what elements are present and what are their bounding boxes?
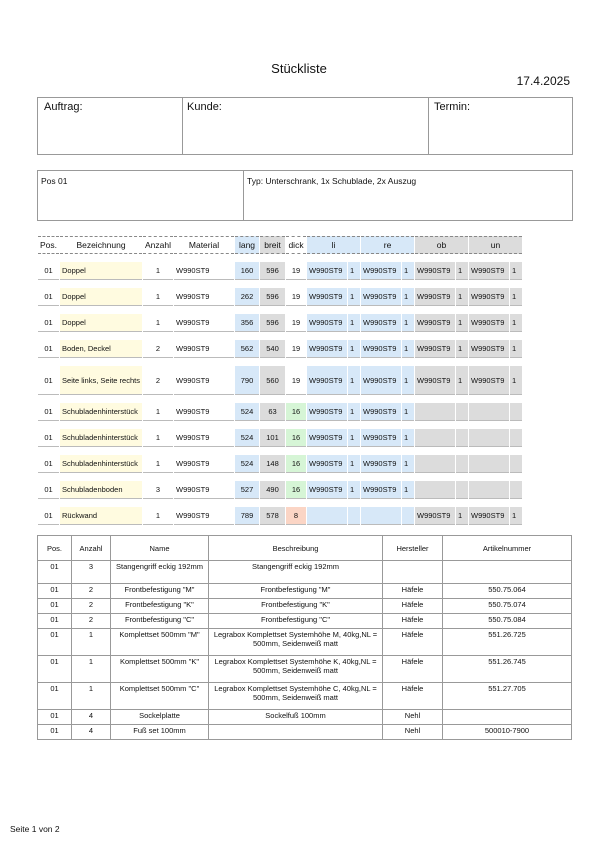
cell-ob_n [456,481,468,499]
order-info-box [37,97,573,155]
cell-name: Frontbefestigung "M" [111,584,209,599]
cell-breit: 578 [260,507,285,525]
cell-art: 551.26.725 [443,629,572,656]
cell-re_n: 1 [402,429,414,447]
hardware-table [37,535,572,740]
parts-row [38,455,522,473]
cell-ob_n [456,429,468,447]
col-header: Material [174,236,234,254]
cell-mat: W990ST9 [174,403,234,421]
position-info-box [37,170,573,221]
cell-herst: Häfele [383,584,443,599]
cell-re_n: 1 [402,340,414,358]
cell-li: W990ST9 [307,366,347,395]
cell-pos: 01 [38,507,59,525]
cell-mat: W990ST9 [174,507,234,525]
cell-dick: 19 [286,314,306,332]
cell-li_n: 1 [348,262,360,280]
parts-row [38,507,522,525]
cell-name: Komplettset 500mm "M" [111,629,209,656]
cell-pos: 01 [38,481,59,499]
row-spacer [38,395,522,403]
cell-herst: Häfele [383,614,443,629]
row-spacer [38,306,522,314]
cell-li: W990ST9 [307,403,347,421]
cell-desc: Sockelfuß 100mm [209,710,383,725]
cell-li_n: 1 [348,403,360,421]
cell-mat: W990ST9 [174,314,234,332]
cell-pos: 01 [38,683,72,710]
cell-anz: 1 [143,429,173,447]
cell-anz: 1 [143,403,173,421]
parts-row [38,262,522,280]
hardware-row [38,710,572,725]
row-spacer [38,499,522,507]
cell-ob: W990ST9 [415,366,455,395]
cell-anz: 4 [72,725,111,740]
cell-lang: 356 [235,314,259,332]
cell-name: Komplettset 500mm "C" [111,683,209,710]
col-header: breit [260,236,285,254]
cell-name: Frontbefestigung "K" [111,599,209,614]
cell-dick: 16 [286,481,306,499]
cell-anz: 3 [72,561,111,584]
cell-mat: W990ST9 [174,366,234,395]
col-header: Anzahl [72,536,111,561]
parts-row [38,314,522,332]
cell-dick: 19 [286,366,306,395]
cell-desc: Frontbefestigung "M" [209,584,383,599]
cell-li: W990ST9 [307,340,347,358]
cell-anz: 1 [72,683,111,710]
row-spacer [38,358,522,366]
cell-ob: W990ST9 [415,288,455,306]
termin-label: Termin: [434,101,471,113]
cell-re_n [402,507,414,525]
cell-un_n: 1 [510,507,522,525]
parts-row [38,340,522,358]
row-spacer [38,473,522,481]
cell-li_n: 1 [348,314,360,332]
cell-pos: 01 [38,366,59,395]
col-header: Pos. [38,536,72,561]
cell-bez: Doppel [60,288,142,306]
cell-li: W990ST9 [307,481,347,499]
cell-bez: Doppel [60,262,142,280]
hardware-row [38,683,572,710]
cell-un_n [510,403,522,421]
cell-li_n: 1 [348,481,360,499]
cell-re: W990ST9 [361,403,401,421]
cell-bez: Schubladenhinterstück [60,403,142,421]
cell-un_n [510,429,522,447]
cell-lang: 524 [235,429,259,447]
cell-un: W990ST9 [469,366,509,395]
cell-ob_n: 1 [456,507,468,525]
hardware-row [38,725,572,740]
cell-name: Sockelplatte [111,710,209,725]
cell-un [469,429,509,447]
cell-pos: 01 [38,340,59,358]
cell-bez: Rückwand [60,507,142,525]
cell-dick: 19 [286,288,306,306]
cell-bez: Schubladenboden [60,481,142,499]
cell-ob_n [456,455,468,473]
cell-li: W990ST9 [307,429,347,447]
hardware-row [38,629,572,656]
parts-row [38,288,522,306]
cell-ob: W990ST9 [415,507,455,525]
cell-un_n: 1 [510,262,522,280]
cell-breit: 596 [260,262,285,280]
parts-row [38,481,522,499]
cell-un_n: 1 [510,288,522,306]
cell-li_n [348,507,360,525]
cell-herst [383,561,443,584]
cell-re: W990ST9 [361,288,401,306]
cell-dick: 19 [286,340,306,358]
cell-name: Komplettset 500mm "K" [111,656,209,683]
cell-mat: W990ST9 [174,340,234,358]
cell-li_n: 1 [348,455,360,473]
col-header: Beschreibung [209,536,383,561]
cell-un_n [510,481,522,499]
col-header: ob [415,236,468,254]
cell-ob: W990ST9 [415,314,455,332]
cell-ob_n: 1 [456,366,468,395]
cell-pos: 01 [38,288,59,306]
cell-re_n: 1 [402,288,414,306]
cell-anz: 1 [143,288,173,306]
cell-lang: 524 [235,455,259,473]
cell-pos: 01 [38,455,59,473]
cell-anz: 1 [143,314,173,332]
cell-anz: 1 [143,507,173,525]
row-spacer [38,447,522,455]
cell-name: Fuß set 100mm [111,725,209,740]
cell-mat: W990ST9 [174,429,234,447]
cell-art [443,710,572,725]
cell-bez: Boden, Deckel [60,340,142,358]
cell-desc: Frontbefestigung "C" [209,614,383,629]
cell-ob_n [456,403,468,421]
cell-re: W990ST9 [361,366,401,395]
cell-anz: 3 [143,481,173,499]
cell-pos: 01 [38,584,72,599]
cell-anz: 1 [72,629,111,656]
cell-li_n: 1 [348,340,360,358]
cell-re_n: 1 [402,262,414,280]
col-header: Pos. [38,236,59,254]
col-header: Name [111,536,209,561]
cell-art: 550.75.074 [443,599,572,614]
cell-art: 550.75.064 [443,584,572,599]
cell-li: W990ST9 [307,288,347,306]
cabinet-type: Typ: Unterschrank, 1x Schublade, 2x Auszug [247,176,417,186]
cell-pos: 01 [38,656,72,683]
col-header: lang [235,236,259,254]
cell-breit: 540 [260,340,285,358]
col-header: un [469,236,522,254]
cell-lang: 262 [235,288,259,306]
col-header: Hersteller [383,536,443,561]
cell-re_n: 1 [402,314,414,332]
cell-breit: 490 [260,481,285,499]
cell-li_n: 1 [348,366,360,395]
parts-row [38,366,522,395]
page-footer: Seite 1 von 2 [10,824,60,834]
col-header: li [307,236,360,254]
cell-li_n: 1 [348,429,360,447]
col-header: dick [286,236,306,254]
cell-dick: 16 [286,455,306,473]
cell-dick: 19 [286,262,306,280]
cell-li: W990ST9 [307,314,347,332]
cell-lang: 160 [235,262,259,280]
row-spacer [38,421,522,429]
cell-li: W990ST9 [307,455,347,473]
col-header: re [361,236,414,254]
cell-li: W990ST9 [307,262,347,280]
cell-art: 500010-7900 [443,725,572,740]
cell-mat: W990ST9 [174,481,234,499]
cell-ob [415,455,455,473]
cell-lang: 562 [235,340,259,358]
cell-anz: 2 [72,599,111,614]
cell-pos: 01 [38,314,59,332]
cell-anz: 1 [143,455,173,473]
cell-lang: 789 [235,507,259,525]
cell-breit: 148 [260,455,285,473]
col-header: Artikelnummer [443,536,572,561]
cell-li [307,507,347,525]
cell-pos: 01 [38,403,59,421]
hardware-row [38,561,572,584]
cell-pos: 01 [38,614,72,629]
cell-ob: W990ST9 [415,262,455,280]
auftrag-label: Auftrag: [44,101,83,113]
cell-desc: Legrabox Komplettset Systemhöhe K, 40kg,NL = 500mm, Seidenweiß matt [209,656,383,683]
cell-anz: 1 [72,656,111,683]
parts-row [38,429,522,447]
cell-breit: 560 [260,366,285,395]
cell-desc: Frontbefestigung "K" [209,599,383,614]
cell-breit: 63 [260,403,285,421]
cell-re: W990ST9 [361,429,401,447]
row-spacer [38,332,522,340]
cell-pos: 01 [38,725,72,740]
row-spacer [38,280,522,288]
cell-desc: Legrabox Komplettset Systemhöhe C, 40kg,NL = 500mm, Seidenweiß matt [209,683,383,710]
col-header: Bezeichnung [60,236,142,254]
parts-header-row [38,236,522,254]
cell-breit: 101 [260,429,285,447]
position-number: Pos 01 [41,176,68,186]
cell-pos: 01 [38,629,72,656]
cell-breit: 596 [260,314,285,332]
cell-re: W990ST9 [361,314,401,332]
cell-ob_n: 1 [456,288,468,306]
cell-herst: Häfele [383,599,443,614]
cell-ob_n: 1 [456,340,468,358]
cell-desc [209,725,383,740]
col-header: Anzahl [143,236,173,254]
cell-dick: 8 [286,507,306,525]
cell-pos: 01 [38,710,72,725]
cell-un: W990ST9 [469,340,509,358]
document-date: 17.4.2025 [516,74,570,88]
cell-herst: Häfele [383,683,443,710]
cell-un [469,455,509,473]
cell-un: W990ST9 [469,314,509,332]
cell-re: W990ST9 [361,262,401,280]
cell-lang: 527 [235,481,259,499]
hardware-row [38,599,572,614]
cell-re_n: 1 [402,455,414,473]
cell-re_n: 1 [402,366,414,395]
cell-ob [415,481,455,499]
cell-re: W990ST9 [361,481,401,499]
cell-un: W990ST9 [469,507,509,525]
cell-herst: Häfele [383,656,443,683]
cell-un_n: 1 [510,366,522,395]
divider [182,98,183,155]
cell-ob [415,403,455,421]
divider [428,98,429,155]
cell-un_n: 1 [510,314,522,332]
cell-un_n [510,455,522,473]
cell-art [443,561,572,584]
cell-art: 551.26.745 [443,656,572,683]
hardware-row [38,614,572,629]
cell-bez: Seite links, Seite rechts [60,366,142,395]
cell-anz: 1 [143,262,173,280]
cell-anz: 4 [72,710,111,725]
hardware-header-row [38,536,572,561]
cell-anz: 2 [72,614,111,629]
cell-un: W990ST9 [469,262,509,280]
cell-bez: Schubladenhinterstück [60,429,142,447]
cell-mat: W990ST9 [174,288,234,306]
cell-ob_n: 1 [456,314,468,332]
cell-herst: Häfele [383,629,443,656]
cell-re: W990ST9 [361,340,401,358]
cell-herst: Nehl [383,710,443,725]
cell-re [361,507,401,525]
hardware-row [38,656,572,683]
cell-mat: W990ST9 [174,262,234,280]
parts-table [37,236,523,525]
cell-dick: 16 [286,403,306,421]
cell-un [469,403,509,421]
cell-anz: 2 [143,340,173,358]
cell-ob: W990ST9 [415,340,455,358]
cell-anz: 2 [72,584,111,599]
cell-art: 550.75.084 [443,614,572,629]
cell-bez: Doppel [60,314,142,332]
cell-herst: Nehl [383,725,443,740]
cell-un_n: 1 [510,340,522,358]
cell-breit: 596 [260,288,285,306]
cell-re_n: 1 [402,403,414,421]
row-spacer [38,254,522,262]
kunde-label: Kunde: [187,101,222,113]
cell-name: Stangengriff eckig 192mm [111,561,209,584]
cell-dick: 16 [286,429,306,447]
hardware-row [38,584,572,599]
cell-lang: 790 [235,366,259,395]
cell-mat: W990ST9 [174,455,234,473]
cell-pos: 01 [38,599,72,614]
cell-re_n: 1 [402,481,414,499]
cell-anz: 2 [143,366,173,395]
page-title: Stückliste [271,61,327,76]
cell-name: Frontbefestigung "C" [111,614,209,629]
cell-ob [415,429,455,447]
cell-desc: Stangengriff eckig 192mm [209,561,383,584]
cell-lang: 524 [235,403,259,421]
cell-pos: 01 [38,561,72,584]
cell-ob_n: 1 [456,262,468,280]
parts-row [38,403,522,421]
cell-li_n: 1 [348,288,360,306]
cell-pos: 01 [38,262,59,280]
cell-re: W990ST9 [361,455,401,473]
cell-un: W990ST9 [469,288,509,306]
cell-pos: 01 [38,429,59,447]
cell-un [469,481,509,499]
cell-bez: Schubladenhinterstück [60,455,142,473]
cell-art: 551.27.705 [443,683,572,710]
divider [243,171,244,221]
cell-desc: Legrabox Komplettset Systemhöhe M, 40kg,NL = 500mm, Seidenweiß matt [209,629,383,656]
